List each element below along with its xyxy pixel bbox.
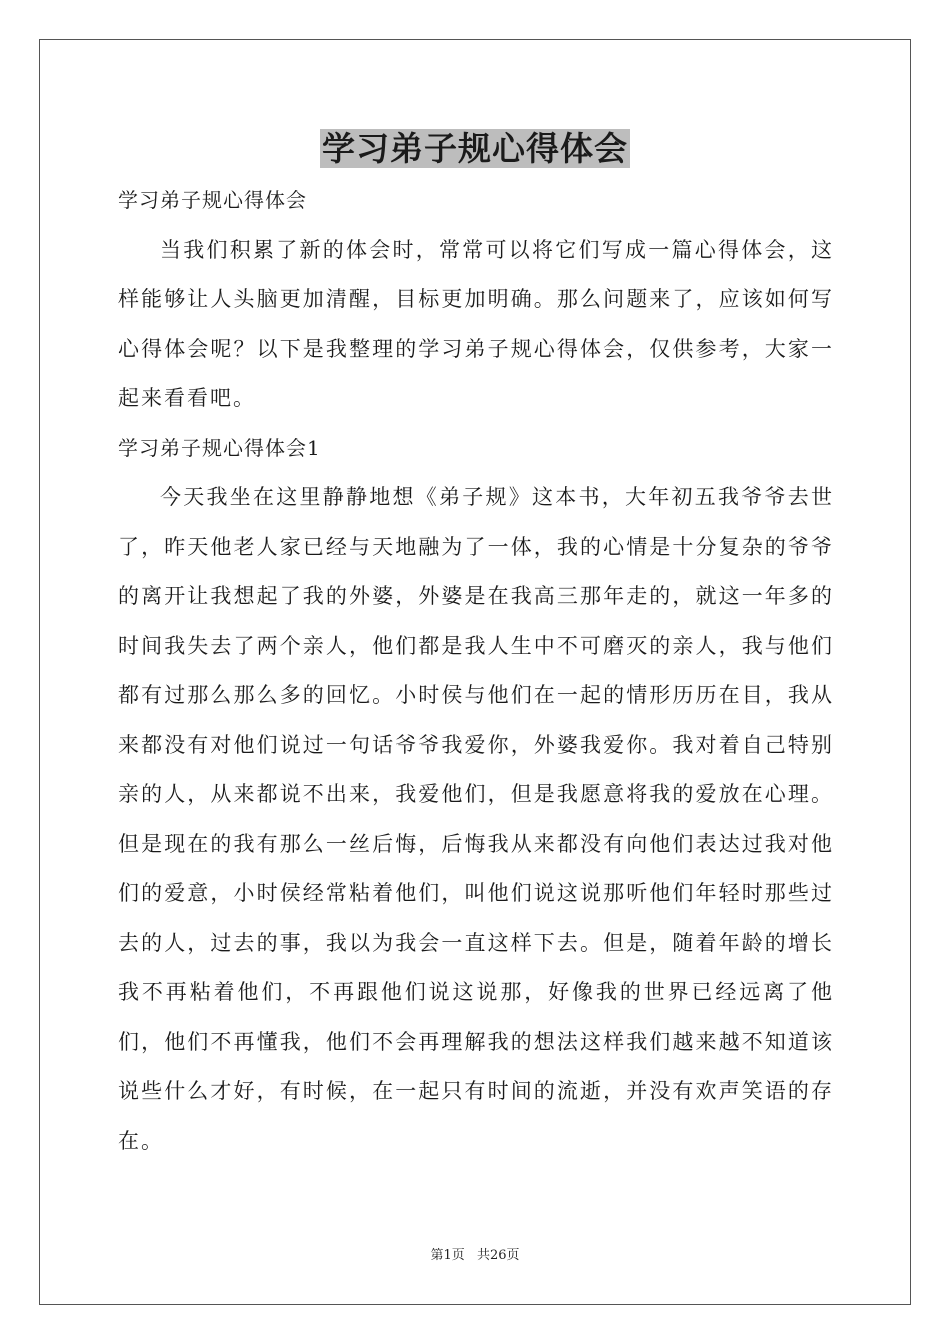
page-number-current: 第1页 xyxy=(430,1248,465,1263)
page-number-total: 共26页 xyxy=(476,1248,520,1263)
page-footer xyxy=(0,1244,950,1263)
document-title xyxy=(0,126,950,172)
document-title-text: 学习弟子规心得体会 xyxy=(322,129,628,168)
section-paragraph-1: 今天我坐在这里静静地想《弟子规》这本书，大年初五我爷爷去世了，昨天他老人家已经与天地融为了一体，我的心情是十分复杂的爷爷的离开让我想起了我的外婆，外婆是在我高三那年走的，就这一年多的时间我失去了两个亲人，他们都是我人生中不可磨灭的亲人，我与他们都有过那么那么多的回忆。小时侯与他们在一起的情形历历在目，我从来都没有对他们说过一句话爷爷我爱你，外婆我爱你。我对着自己特别亲的人，从来都说不出来，我爱他们，但是我愿意将我的爱放在心理。但是现在的我有那么一丝后悔，后悔我从来都没有向他们表达过我对他们的爱意，小时侯经常粘着他们，叫他们说这说那听他们年轻时那些过去的人，过去的事，我以为我会一直这样下去。但是，随着年龄的增长我不再粘着他们，不再跟他们说这说那，好像我的世界已经远离了他们，他们不再懂我，他们不会再理解我的想法这样我们越来越不知道该说些什么才好，有时候，在一起只有时间的流逝，并没有欢声笑语的存在。 xyxy=(118,485,834,1153)
document-body xyxy=(118,176,834,1166)
intro-paragraph: 当我们积累了新的体会时，常常可以将它们写成一篇心得体会，这样能够让人头脑更加清醒，目标更加明确。那么问题来了，应该如何写心得体会呢？以下是我整理的学习弟子规心得体会，仅供参考，大家一起来看看吧。 xyxy=(118,237,834,410)
document-subtitle: 学习弟子规心得体会 xyxy=(118,188,307,212)
section-heading-1: 学习弟子规心得体会1 xyxy=(118,435,321,460)
